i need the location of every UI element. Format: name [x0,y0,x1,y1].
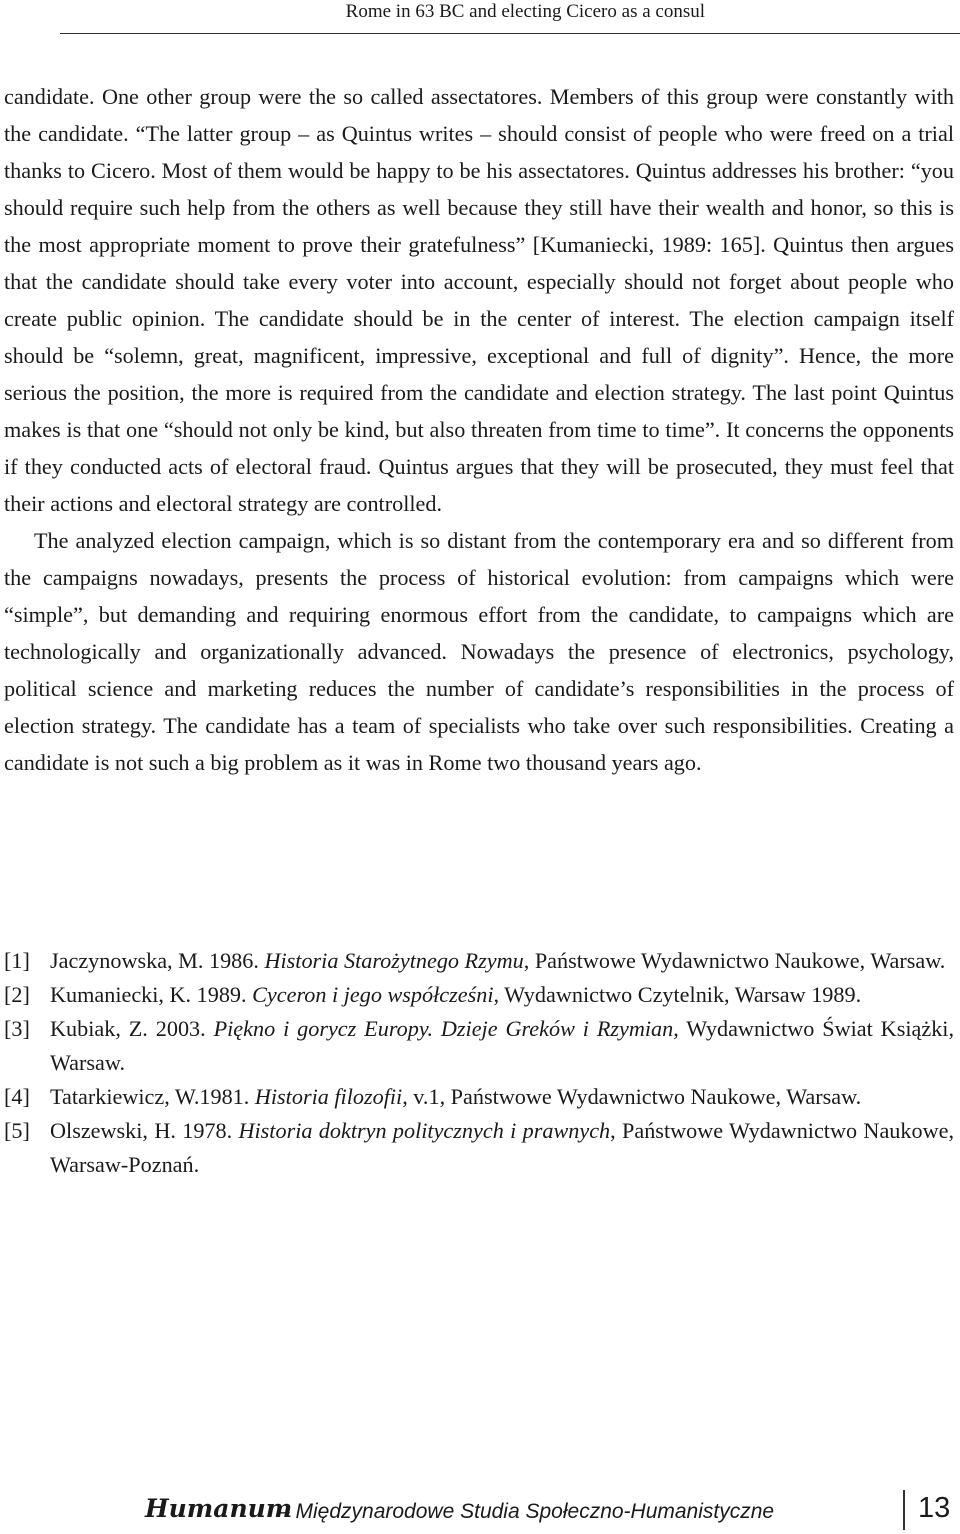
reference-number: [1] [4,948,30,973]
journal-logo: Humanum [145,1494,293,1523]
running-header [60,0,960,34]
reference-publisher: , Państwowe Wydawnictwo Naukowe, Warsaw. [523,948,946,973]
reference-item [4,978,954,1012]
reference-authors: Tatarkiewicz, W.1981. [50,1084,255,1109]
reference-item [4,1012,954,1080]
reference-title: Piękno i gorycz Europy. Dzieje Greków i Rzymian [213,1016,674,1041]
journal-subtitle: – Międzynarodowe Studia Społeczno-Humanistyczne [278,1500,775,1523]
paragraph-1 [4,78,954,522]
reference-number: [2] [4,982,30,1007]
footer-divider [903,1490,905,1530]
reference-title: Historia Starożytnego Rzymu [264,948,524,973]
paragraph-1-part-2: Quintus addresses his brother: “you should require such help from the others as well because they still have their wealth and honor, so this is the most appropriate moment to prove their gratefulness” [Kumaniecki, 1989: 165]. Quintus then argues that the candidate should take every voter into account, especially should not forget about people who create public opinion. The candidate should be in the center of interest. The election campaign itself should be “solemn, great, magnificent, impressive, exceptional and full of dignity”. Hence, the more serious the position, the more is required from the candidate and election strategy. The last point Quintus makes is that one “should not only be kind, but also threaten from time to time”. It concerns the opponents if they conducted acts of electoral fraud. Quintus argues that they will be prosecuted, they must feel that their actions and electoral strategy are controlled. [4,158,954,516]
body-text [4,78,954,781]
references-list [4,944,954,1182]
reference-authors: Olszewski, H. 1978. [50,1118,239,1143]
reference-publisher: , Państwowe Wydawnictwo Naukowe, Warsaw-Poznań. [50,1118,954,1177]
reference-authors: Kumaniecki, K. 1989. [50,982,253,1007]
reference-text [50,1080,954,1114]
reference-text [50,1114,954,1182]
reference-publisher: , v.1, Państwowe Wydawnictwo Naukowe, Warsaw. [402,1084,862,1109]
reference-text [50,1012,954,1080]
reference-text [50,944,954,978]
running-title: Rome in 63 BC and electing Cicero as a consul [345,1,705,22]
reference-publisher: , Wydawnictwo Czytelnik, Warsaw 1989. [493,982,862,1007]
page-footer [0,1490,960,1530]
reference-title: Historia filozofii [254,1084,403,1109]
reference-number: [4] [4,1084,30,1109]
reference-number: [5] [4,1118,30,1143]
reference-text [50,978,954,1012]
reference-item [4,1114,954,1182]
reference-item [4,1080,954,1114]
reference-authors: Kubiak, Z. 2003. [50,1016,214,1041]
paragraph-1-part-1: candidate. One other group were the so called assectatores. Members of this group were constantly with the candidate. “The latter group – as Quintus writes – should consist of people who were freed on a trial thanks to Cicero. Most of them would be happy to be his assectatores. [4,84,954,183]
reference-authors: Jaczynowska, M. 1986. [50,948,265,973]
reference-title: Historia doktryn politycznych i prawnych [238,1118,611,1143]
reference-item [4,944,954,978]
reference-publisher: , Wydawnictwo Świat Książki, Warsaw. [50,1016,954,1075]
page-number: 13 [918,1492,951,1524]
reference-title: Cyceron i jego współcześni [252,982,494,1007]
paragraph-2: The analyzed election campaign, which is so distant from the contemporary era and so different from the campaigns nowadays, presents the process of historical evolution: from campaigns which were “simple”, but demanding and requiring enormous effort from the candidate, to campaigns which are technologically and organizationally advanced. Nowadays the presence of electronics, psychology, political science and marketing reduces the number of candidate’s responsibilities in the process of election strategy. The candidate has a team of specialists who take over such responsibilities. Creating a candidate is not such a big problem as it was in Rome two thousand years ago. [4,528,954,775]
reference-number: [3] [4,1016,30,1041]
